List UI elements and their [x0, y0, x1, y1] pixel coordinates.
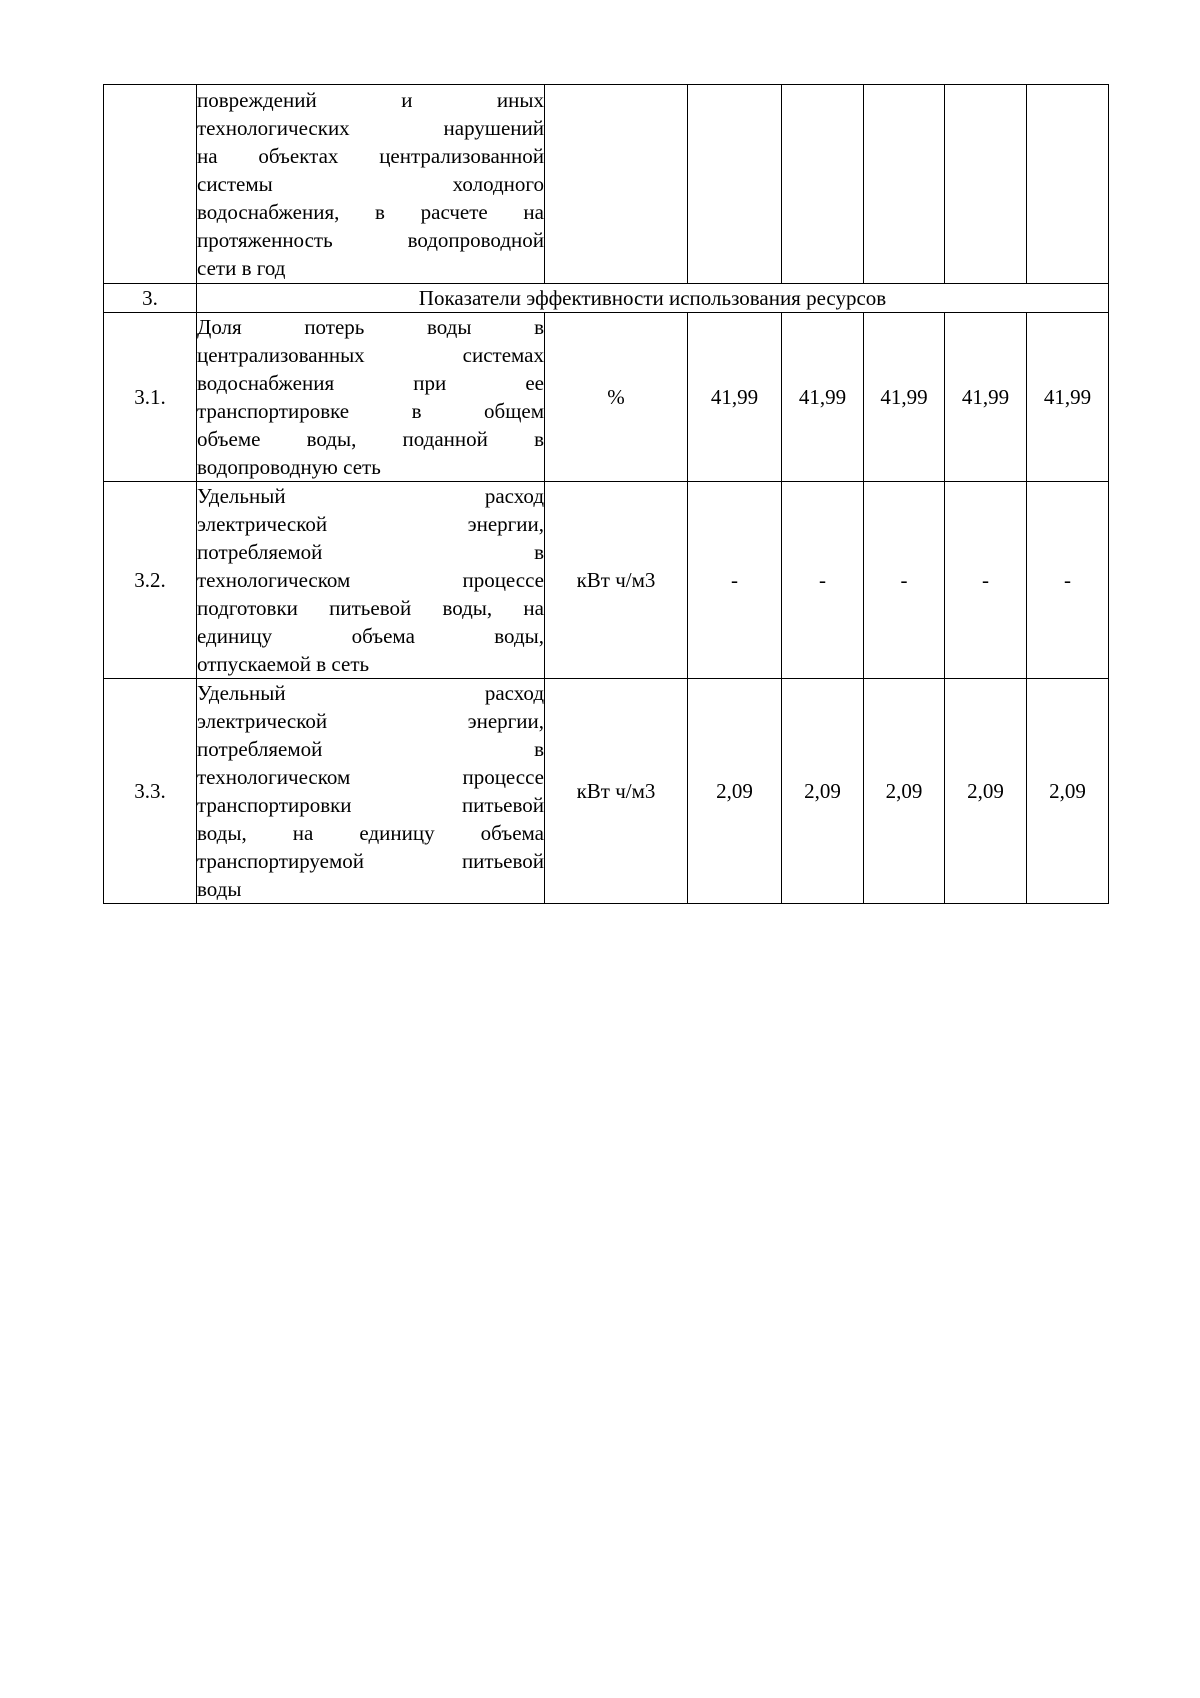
row-value: 2,09	[688, 679, 782, 904]
row-value	[1027, 85, 1109, 284]
row-value: -	[688, 482, 782, 679]
row-value: -	[1027, 482, 1109, 679]
description-line: системы холодного	[197, 172, 544, 196]
description-line: на объектах централизованной	[197, 144, 544, 168]
table-row	[104, 85, 1109, 284]
description-line: потребляемой в	[197, 737, 544, 761]
section-row	[104, 284, 1109, 313]
description-line: водопроводную сеть	[197, 455, 381, 479]
description-line: технологическом процессе	[197, 765, 544, 789]
description-line: отпускаемой в сеть	[197, 652, 370, 676]
description-line: подготовки питьевой воды, на	[197, 596, 544, 620]
row-value: 41,99	[864, 313, 945, 482]
table-row	[104, 679, 1109, 904]
description-line: Доля потерь воды в	[197, 315, 544, 339]
row-value: -	[864, 482, 945, 679]
indicators-table	[103, 84, 1109, 904]
row-number: 3.3.	[104, 679, 197, 904]
description-line: воды, на единицу объема	[197, 821, 544, 845]
row-number: 3.	[104, 284, 197, 313]
description-line: транспортировки питьевой	[197, 793, 544, 817]
description-line: единицу объема воды,	[197, 624, 544, 648]
row-unit: %	[545, 313, 688, 482]
description-line: Удельный расход	[197, 681, 544, 705]
row-value	[945, 85, 1027, 284]
description-line: водоснабжения при ее	[197, 371, 544, 395]
description-line: водоснабжения, в расчете на	[197, 200, 544, 224]
table-row	[104, 313, 1109, 482]
section-title: Показатели эффективности использования ресурсов	[197, 284, 1109, 313]
description-line: транспортировке в общем	[197, 399, 544, 423]
row-description	[197, 482, 545, 679]
description-line: технологических нарушений	[197, 116, 544, 140]
row-description	[197, 85, 545, 284]
row-number: 3.2.	[104, 482, 197, 679]
description-line: объеме воды, поданной в	[197, 427, 544, 451]
row-value: -	[782, 482, 864, 679]
row-value: 41,99	[1027, 313, 1109, 482]
description-line: воды	[197, 877, 242, 901]
row-unit: кВт ч/м3	[545, 482, 688, 679]
row-value: 41,99	[782, 313, 864, 482]
description-line: повреждений и иных	[197, 88, 544, 112]
row-description	[197, 679, 545, 904]
row-unit: кВт ч/м3	[545, 679, 688, 904]
description-line: потребляемой в	[197, 540, 544, 564]
row-value: 2,09	[864, 679, 945, 904]
row-value: 2,09	[1027, 679, 1109, 904]
row-value	[688, 85, 782, 284]
row-value: 2,09	[782, 679, 864, 904]
description-line: Удельный расход	[197, 484, 544, 508]
row-unit	[545, 85, 688, 284]
row-number	[104, 85, 197, 284]
row-value: 41,99	[688, 313, 782, 482]
description-line: транспортируемой питьевой	[197, 849, 544, 873]
row-value: -	[945, 482, 1027, 679]
table-row	[104, 482, 1109, 679]
description-line: протяженность водопроводной	[197, 228, 544, 252]
row-value	[864, 85, 945, 284]
description-line: электрической энергии,	[197, 512, 544, 536]
row-description	[197, 313, 545, 482]
row-value	[782, 85, 864, 284]
description-line: сети в год	[197, 256, 286, 280]
row-number: 3.1.	[104, 313, 197, 482]
row-value: 2,09	[945, 679, 1027, 904]
row-value: 41,99	[945, 313, 1027, 482]
description-line: централизованных системах	[197, 343, 544, 367]
description-line: электрической энергии,	[197, 709, 544, 733]
description-line: технологическом процессе	[197, 568, 544, 592]
